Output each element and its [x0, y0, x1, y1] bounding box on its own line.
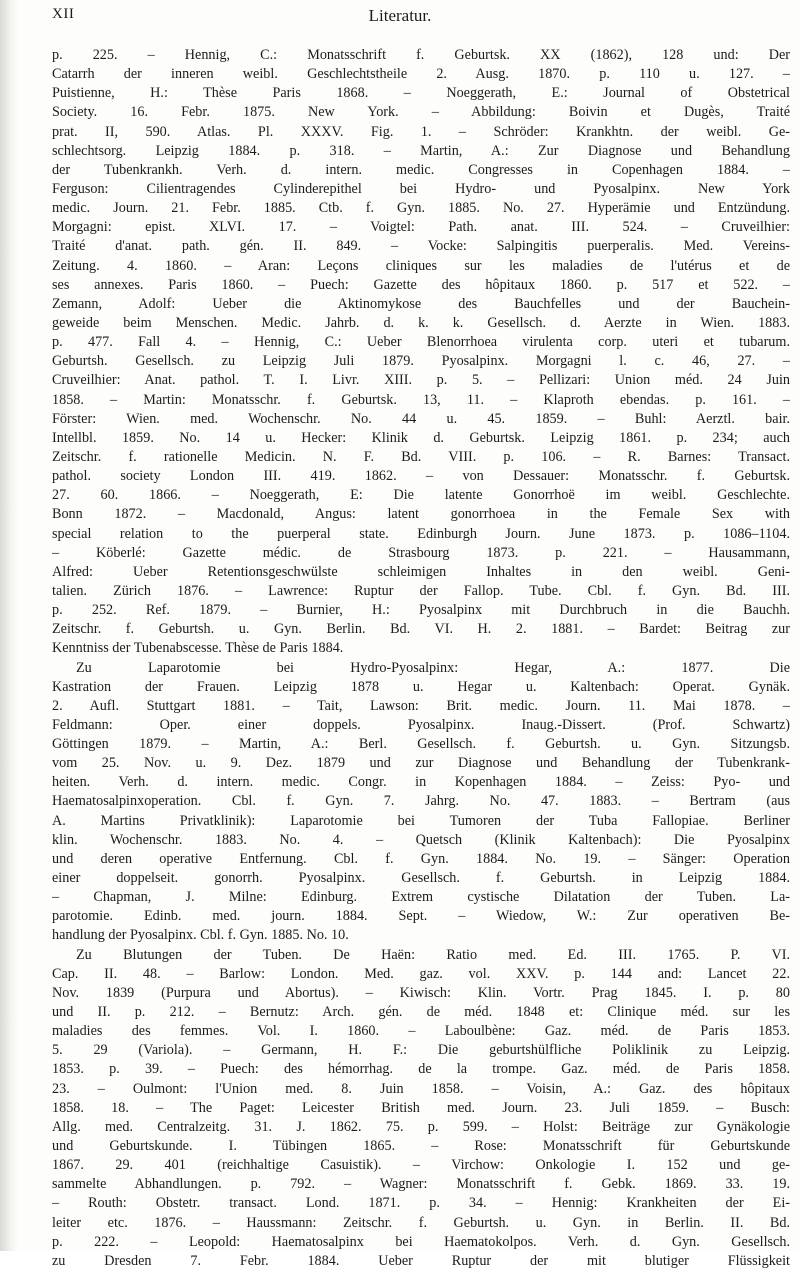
text-line: Allg. med. Centralzeitg. 31. J. 1862. 75. p. 599. – Holst: Beiträge zur Gynäkologie [52, 1118, 790, 1135]
text-line: geweide beim Menschen. Medic. Jahrb. d. k. k. Gesellsch. d. Aerzte in Wien. 1883. [52, 314, 790, 331]
text-line: medic. Journ. 21. Febr. 1885. Ctb. f. Gyn. 1885. No. 27. Hyperämie und Entzündung. [52, 200, 790, 217]
text-line: maladies des femmes. Vol. I. 1860. – Laboulbène: Gaz. méd. de Paris 1853. [52, 1023, 790, 1040]
text-line: 27. 60. 1866. – Noeggerath, E: Die latente Gonorrhoë im weibl. Geschlechte. [52, 487, 790, 504]
text-line: pathol. society London III. 419. 1862. – von Dessauer: Monatsschr. f. Geburtsk. [52, 468, 790, 485]
text-line: Intellbl. 1859. No. 14 u. Hecker: Klinik d. Geburtsk. Leipzig 1861. p. 234; auch [52, 429, 790, 446]
text-line: handlung der Pyosalpinx. Cbl. f. Gyn. 1885. No. 10. [52, 927, 349, 944]
text-line: – Chapman, J. Milne: Edinburg. Extrem cystische Dilatation der Tuben. La- [52, 889, 790, 906]
text-line: und Geburtskunde. I. Tübingen 1865. – Rose: Monatsschrift für Geburtskunde [52, 1138, 790, 1155]
text-line: p. 477. Fall 4. – Hennig, C.: Ueber Blenorrhoea virulenta corp. uteri et tubarum. [52, 334, 790, 351]
text-line: Cap. II. 48. – Barlow: London. Med. gaz. vol. XXV. p. 144 and: Lancet 22. [52, 965, 790, 982]
section-heading-line: Zu Laparotomie bei Hydro-Pyosalpinx: Hegar, A.: 1877. Die [76, 659, 790, 676]
text-line: klin. Wochenschr. 1883. No. 4. – Quetsch (Klinik Kaltenbach): Die Pyosalpinx [52, 831, 790, 848]
section-heading-line: Zu Blutungen der Tuben. De Haën: Ratio med. Ed. III. 1765. P. VI. [76, 946, 790, 963]
text-line: einer doppelseit. gonorrh. Pyosalpinx. Gesellsch. f. Geburtsh. in Leipzig 1884. [52, 870, 790, 887]
running-title: Literatur. [368, 6, 432, 25]
text-line: Cruveilhier: Anat. pathol. T. I. Livr. XIII. p. 5. – Pellizari: Union méd. 24 Juin [52, 372, 790, 389]
book-gutter-shadow [0, 0, 18, 1251]
text-line: p. 222. – Leopold: Haematosalpinx bei Haematokolpos. Verh. d. Gyn. Gesellsch. [52, 1233, 790, 1250]
text-line: Kenntniss der Tubenabscesse. Thèse de Paris 1884. [52, 640, 344, 657]
text-line: Ferguson: Cilientragendes Cylinderepithel bei Hydro- und Pyosalpinx. New York [52, 180, 790, 197]
text-line: Morgagni: epist. XLVI. 17. – Voigtel: Path. anat. III. 524. – Cruveilhier: [52, 219, 790, 236]
text-line: zu Dresden 7. Febr. 1884. Ueber Ruptur der mit blutiger Flüssigkeit [52, 1252, 790, 1269]
text-line: der Tubenkrankh. Verh. d. intern. medic. Congresses in Copenhagen 1884. – [52, 161, 790, 178]
text-line: 2. Aufl. Stuttgart 1881. – Tait, Lawson: Brit. medic. Journ. 11. Mai 1878. – [52, 697, 790, 714]
text-line: und II. p. 212. – Bernutz: Arch. gén. de méd. 1848 et: Clinique méd. sur les [52, 1004, 790, 1021]
text-line: Zeitschr. f. rationelle Medicin. N. F. Bd. VIII. p. 106. – R. Barnes: Transact. [52, 448, 790, 465]
text-line: Puistienne, H.: Thèse Paris 1868. – Noeggerath, E.: Journal of Obstetrical [52, 85, 790, 102]
text-line: Alfred: Ueber Retentionsgeschwülste schleimigen Inhaltes in den weibl. Geni- [52, 563, 790, 580]
text-line: 1867. 29. 401 (reichhaltige Casuistik). – Virchow: Onkologie I. 152 und ge- [52, 1157, 790, 1174]
text-line: Haematosalpinxoperation. Cbl. f. Gyn. 7. Jahrg. No. 47. 1883. – Bertram (aus [52, 793, 790, 810]
text-line: – Köberlé: Gazette médic. de Strasbourg 1873. p. 221. – Hausammann, [52, 544, 790, 561]
text-line: p. 252. Ref. 1879. – Burnier, H.: Pyosalpinx mit Durchbruch in die Bauchh. [52, 602, 790, 619]
text-line: Society. 16. Febr. 1875. New York. – Abbildung: Boivin et Dugès, Traité [52, 104, 790, 121]
text-line: und deren operative Entfernung. Cbl. f. Gyn. 1884. No. 19. – Sänger: Operation [52, 850, 790, 867]
text-line: heiten. Verh. d. intern. medic. Congr. in Kopenhagen 1884. – Zeiss: Pyo- und [52, 774, 790, 791]
text-line: special relation to the puerperal state. Edinburgh Journ. June 1873. p. 1086–1104. [52, 525, 790, 542]
text-line: 5. 29 (Variola). – Germann, H. F.: Die geburtshülfliche Poliklinik zu Leipzig. [52, 1042, 790, 1059]
page-number: XII [52, 6, 75, 22]
text-line: prat. II, 590. Atlas. Pl. XXXV. Fig. 1. – Schröder: Krankhtn. der weibl. Ge- [52, 123, 790, 140]
text-line: Traité d'anat. path. gén. II. 849. – Vocke: Salpingitis puerperalis. Med. Vereins- [52, 238, 790, 255]
text-line: Feldmann: Oper. einer doppels. Pyosalpinx. Inaug.-Dissert. (Prof. Schwartz) [52, 716, 790, 733]
text-line: Kastration der Frauen. Leipzig 1878 u. Hegar u. Kaltenbach: Operat. Gynäk. [52, 678, 790, 695]
text-line: A. Martins Privatklinik): Laparotomie bei Tumoren der Tuba Fallopiae. Berliner [52, 812, 790, 829]
text-line: Bonn 1872. – Macdonald, Angus: latent gonorrhoea in the Female Sex with [52, 506, 790, 523]
text-line: 1853. p. 39. – Puech: des hémorrhag. de la trompe. Gaz. méd. de Paris 1858. [52, 1061, 790, 1078]
text-line: Nov. 1839 (Purpura und Abortus). – Kiwisch: Klin. Vortr. Prag 1845. I. p. 80 [52, 984, 790, 1001]
text-line: leiter etc. 1876. – Haussmann: Zeitschr. f. Geburtsh. u. Gyn. in Berlin. II. Bd. [52, 1214, 790, 1231]
text-line: ses annexes. Paris 1860. – Puech: Gazette des hôpitaux 1860. p. 517 et 522. – [52, 276, 790, 293]
text-line: talien. Zürich 1876. – Lawrence: Ruptur der Fallop. Tube. Cbl. f. Gyn. Bd. III. [52, 582, 790, 599]
text-line: vom 25. Nov. u. 9. Dez. 1879 und zur Diagnose und Behandlung der Tubenkrank- [52, 755, 790, 772]
text-line: Catarrh der inneren weibl. Geschlechtstheile 2. Ausg. 1870. p. 110 u. 127. – [52, 66, 790, 83]
text-line: sammelte Abhandlungen. p. 792. – Wagner: Monatsschrift f. Gebk. 1869. 33. 19. [52, 1176, 790, 1193]
text-line: p. 225. – Hennig, C.: Monatsschrift f. Geburtsk. XX (1862), 128 und: Der [52, 47, 790, 63]
text-line: 1858. 18. – The Paget: Leicester British med. Journ. 23. Juli 1859. – Busch: [52, 1099, 790, 1116]
bibliography-text [52, 46, 790, 1271]
text-line: Geburtsh. Gesellsch. zu Leipzig Juli 1879. Pyosalpinx. Morgagni l. c. 46, 27. – [52, 353, 790, 370]
text-line: Zemann, Adolf: Ueber die Aktinomykose des Bauchfelles und der Bauchein- [52, 295, 790, 312]
text-line: Zeitung. 4. 1860. – Aran: Leçons cliniques sur les maladies de l'utérus et de [52, 257, 790, 274]
text-line: Göttingen 1879. – Martin, A.: Berl. Gesellsch. f. Geburtsh. u. Gyn. Sitzungsb. [52, 736, 790, 753]
text-line: parotomie. Edinb. med. journ. 1884. Sept. – Wiedow, W.: Zur operativen Be- [52, 908, 790, 925]
text-line: – Routh: Obstetr. transact. Lond. 1871. p. 34. – Hennig: Krankheiten der Ei- [52, 1195, 790, 1212]
text-line: 23. – Oulmont: l'Union med. 8. Juin 1858. – Voisin, A.: Gaz. des hôpitaux [52, 1080, 790, 1097]
text-line: 1858. – Martin: Monatsschr. f. Geburtsk. 13, 11. – Klaproth ebendas. p. 161. – [52, 391, 790, 408]
text-line: schlechtsorg. Leipzig 1884. p. 318. – Martin, A.: Zur Diagnose und Behandlung [52, 142, 790, 159]
text-line: Zeitschr. f. Geburtsh. u. Gyn. Berlin. Bd. VI. H. 2. 1881. – Bardet: Beitrag zur [52, 621, 790, 638]
text-line: Förster: Wien. med. Wochenschr. No. 44 u. 45. 1859. – Buhl: Aerztl. bair. [52, 410, 790, 427]
